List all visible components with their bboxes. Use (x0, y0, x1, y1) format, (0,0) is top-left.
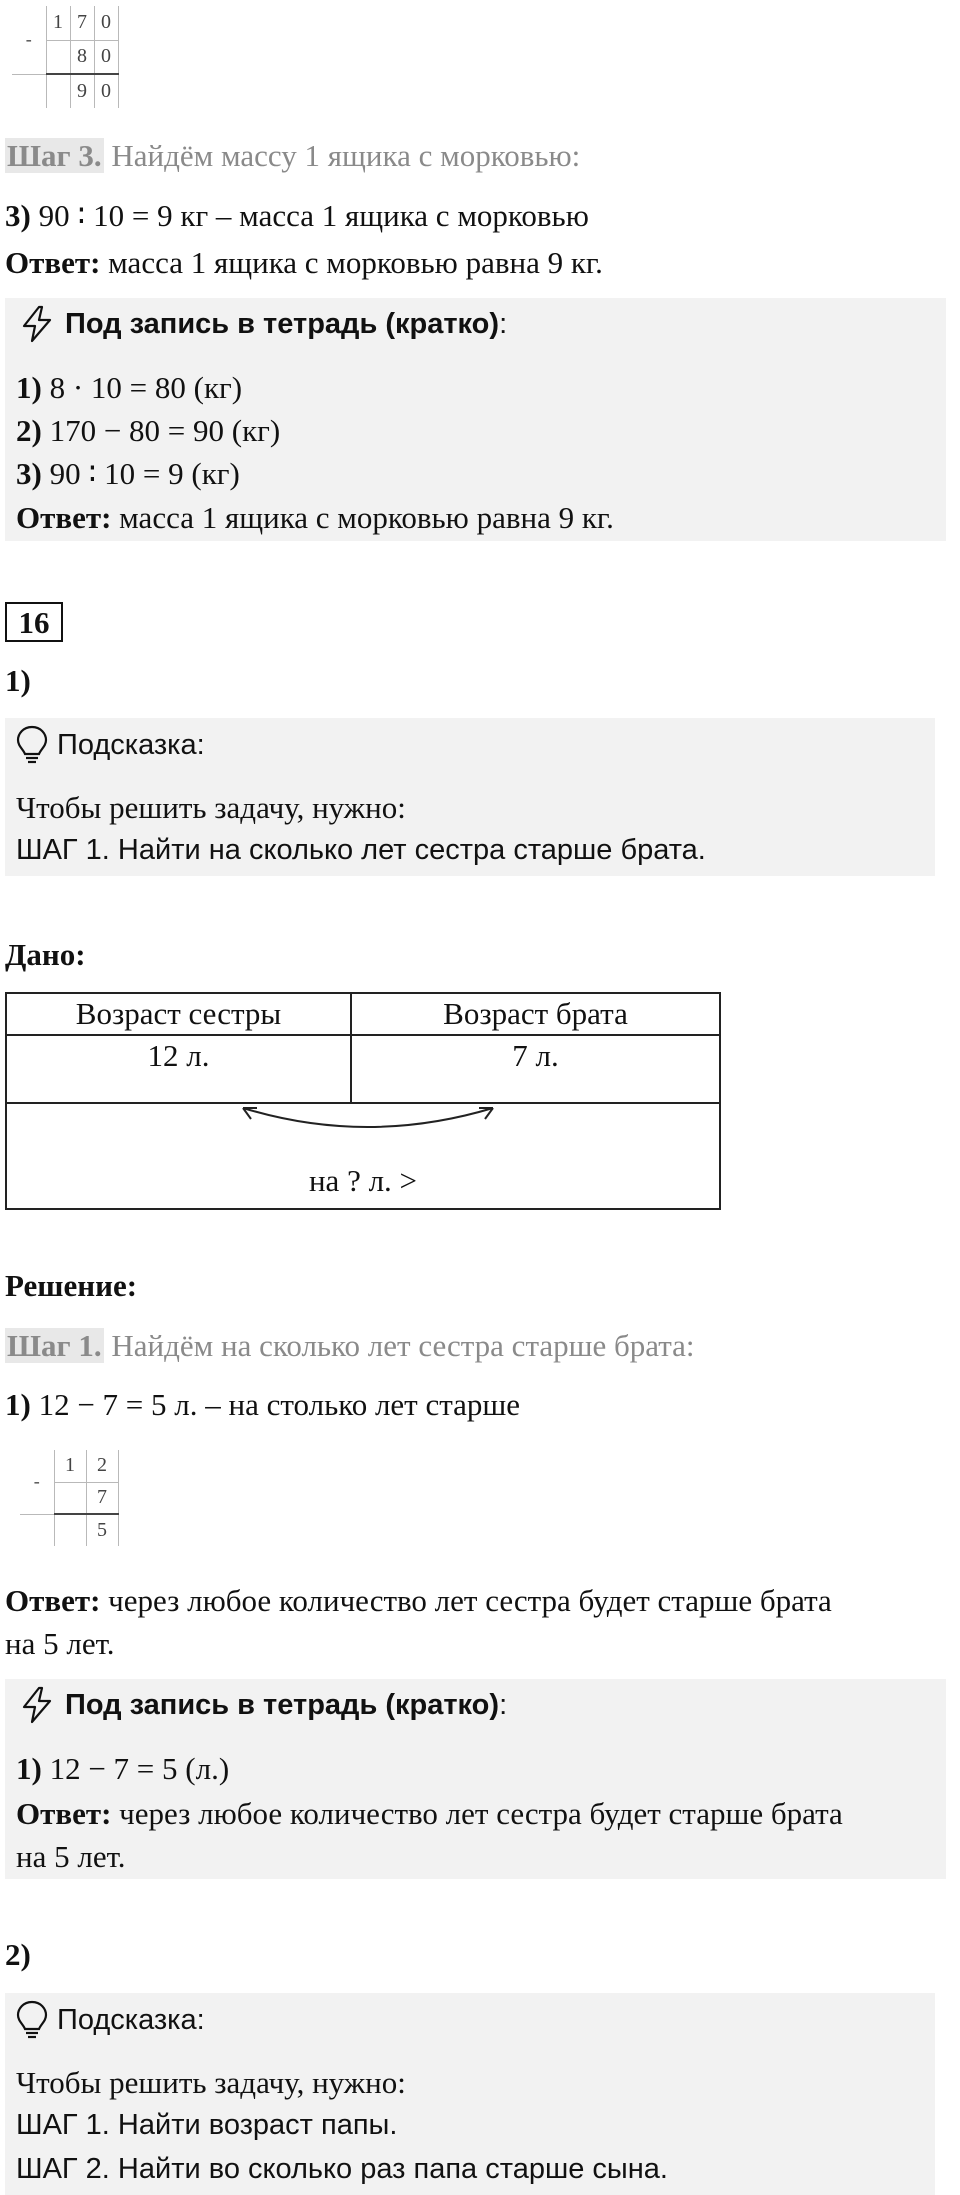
answer-label: Ответ: (16, 1796, 112, 1831)
line-number: 1) (5, 1387, 31, 1422)
unit: (кг) (185, 370, 243, 405)
hint-step-label: ШАГ 2. (16, 2153, 110, 2185)
note-title-text: Под запись в тетрадь (кратко) (65, 308, 500, 340)
calc-digit (46, 40, 70, 74)
hint-intro: Чтобы решить задачу, нужно: (16, 790, 406, 825)
task-number: 16 (5, 602, 63, 642)
math-expression: 12 − 7 = 5 (38, 1387, 167, 1422)
comparison-arrow (227, 1094, 527, 1144)
line-number: 1) (16, 370, 42, 405)
step-label: Шаг 3. (7, 138, 102, 173)
note-title (17, 1685, 507, 1725)
line-text: л. – на столько лет старше (166, 1387, 521, 1422)
line-number: 3) (5, 198, 31, 233)
calc-digit: 1 (54, 1450, 86, 1482)
notebook-note-box-2 (5, 1679, 946, 1879)
calc-digit (12, 74, 46, 108)
answer-line (5, 243, 603, 283)
answer-text: масса 1 ящика с морковью равна 9 кг. (111, 500, 614, 535)
note-title-colon: : (499, 1689, 508, 1721)
math-expression: 90 ∶ 10 = 9 (49, 456, 184, 491)
calc-digit: 7 (86, 1482, 118, 1514)
column-subtraction-170-80 (12, 6, 119, 108)
part-label-2: 2) (5, 1937, 31, 1972)
calc-digit: 0 (94, 74, 118, 108)
solution-label: Решение: (5, 1268, 138, 1303)
minus-sign: - (12, 6, 46, 74)
given-label: Дано: (5, 937, 86, 972)
lightning-icon (17, 304, 57, 344)
calc-digit (20, 1514, 54, 1546)
calc-digit: 0 (94, 6, 118, 40)
step-text: Найдём массу 1 ящика с морковью: (111, 138, 581, 173)
calc-digit (54, 1514, 86, 1546)
hint-intro: Чтобы решить задачу, нужно: (16, 2065, 406, 2100)
calc-digit (46, 74, 70, 108)
minus-sign: - (20, 1450, 54, 1514)
calc-digit: 0 (94, 40, 118, 74)
note-line-1 (16, 368, 242, 408)
line-number: 3) (16, 456, 42, 491)
math-expression: 170 − 80 = 90 (49, 413, 225, 448)
math-expression: 12 − 7 = 5 (49, 1751, 178, 1786)
note-line-1 (16, 1749, 229, 1789)
line-number: 1) (16, 1751, 42, 1786)
line-text: кг – масса 1 ящика с морковью (172, 198, 589, 233)
answer-line-2 (5, 1581, 832, 1621)
hint-box (5, 718, 935, 876)
unit: (кг) (183, 456, 240, 491)
column-subtraction-12-7 (20, 1450, 119, 1546)
calc-digit (54, 1482, 86, 1514)
hint-step-2 (16, 2148, 668, 2190)
hint-step-label: ШАГ 1. (16, 834, 110, 866)
calc-digit: 8 (70, 40, 94, 74)
part-label-1: 1) (5, 663, 31, 698)
math-expression: 90 ∶ 10 = 9 (38, 198, 173, 233)
sister-age-value: 12 л. (147, 1038, 210, 1073)
hint-step-label: ШАГ 1. (16, 2109, 110, 2141)
hint-step-1 (16, 2104, 397, 2146)
lightning-icon (17, 1685, 57, 1725)
step-1-heading (5, 1326, 695, 1366)
answer-text: масса 1 ящика с морковью равна 9 кг. (100, 245, 603, 280)
calc-digit: 1 (46, 6, 70, 40)
note-answer (16, 498, 614, 538)
answer-line-2-cont: на 5 лет. (5, 1626, 115, 1661)
note-title-colon: : (499, 308, 508, 340)
solution-line-3 (5, 196, 589, 236)
brother-age-value: 7 л. (512, 1038, 559, 1073)
calc-digit: 2 (86, 1450, 118, 1482)
given-table (5, 992, 721, 1210)
brother-age-header: Возраст брата (443, 996, 628, 1031)
math-expression: 8 · 10 = 80 (49, 370, 186, 405)
step-3-heading (5, 136, 580, 176)
note-answer-cont: на 5 лет. (16, 1839, 126, 1874)
sister-age-header: Возраст сестры (75, 996, 282, 1031)
answer-label: Ответ: (16, 500, 112, 535)
step-label: Шаг 1. (7, 1328, 102, 1363)
hint-step-text: Найти возраст папы. (109, 2109, 398, 2141)
comparison-text: на ? л. > (308, 1163, 418, 1198)
calc-digit: 9 (70, 74, 94, 108)
hint-title (15, 724, 205, 766)
note-title (17, 304, 507, 344)
hint-title (15, 1999, 205, 2041)
note-title-text: Под запись в тетрадь (кратко) (65, 1689, 500, 1721)
line-number: 2) (16, 413, 42, 448)
hint-step-text: Найти на сколько лет сестра старше брата. (109, 834, 706, 866)
lightbulb-icon (15, 1999, 49, 2041)
answer-text: через любое количество лет сестра будет старше брата (100, 1583, 832, 1618)
lightbulb-icon (15, 724, 49, 766)
note-line-3 (16, 454, 240, 494)
calc-digit: 5 (86, 1514, 118, 1546)
solution-line-1 (5, 1385, 520, 1425)
unit: (л.) (177, 1751, 230, 1786)
notebook-note-box (5, 298, 946, 541)
hint-title-text: Подсказка: (57, 2004, 205, 2036)
answer-label: Ответ: (5, 245, 101, 280)
calc-digit: 7 (70, 6, 94, 40)
hint-step-text: Найти во сколько раз папа старше сына. (109, 2153, 668, 2185)
hint-title-text: Подсказка: (57, 729, 205, 761)
note-answer (16, 1794, 843, 1834)
answer-text: через любое количество лет сестра будет старше брата (111, 1796, 843, 1831)
unit: (кг) (224, 413, 281, 448)
hint-box-2 (5, 1993, 935, 2195)
hint-step-1 (16, 829, 706, 871)
answer-label: Ответ: (5, 1583, 101, 1618)
step-text: Найдём на сколько лет сестра старше брата: (111, 1328, 695, 1363)
note-line-2 (16, 411, 280, 451)
